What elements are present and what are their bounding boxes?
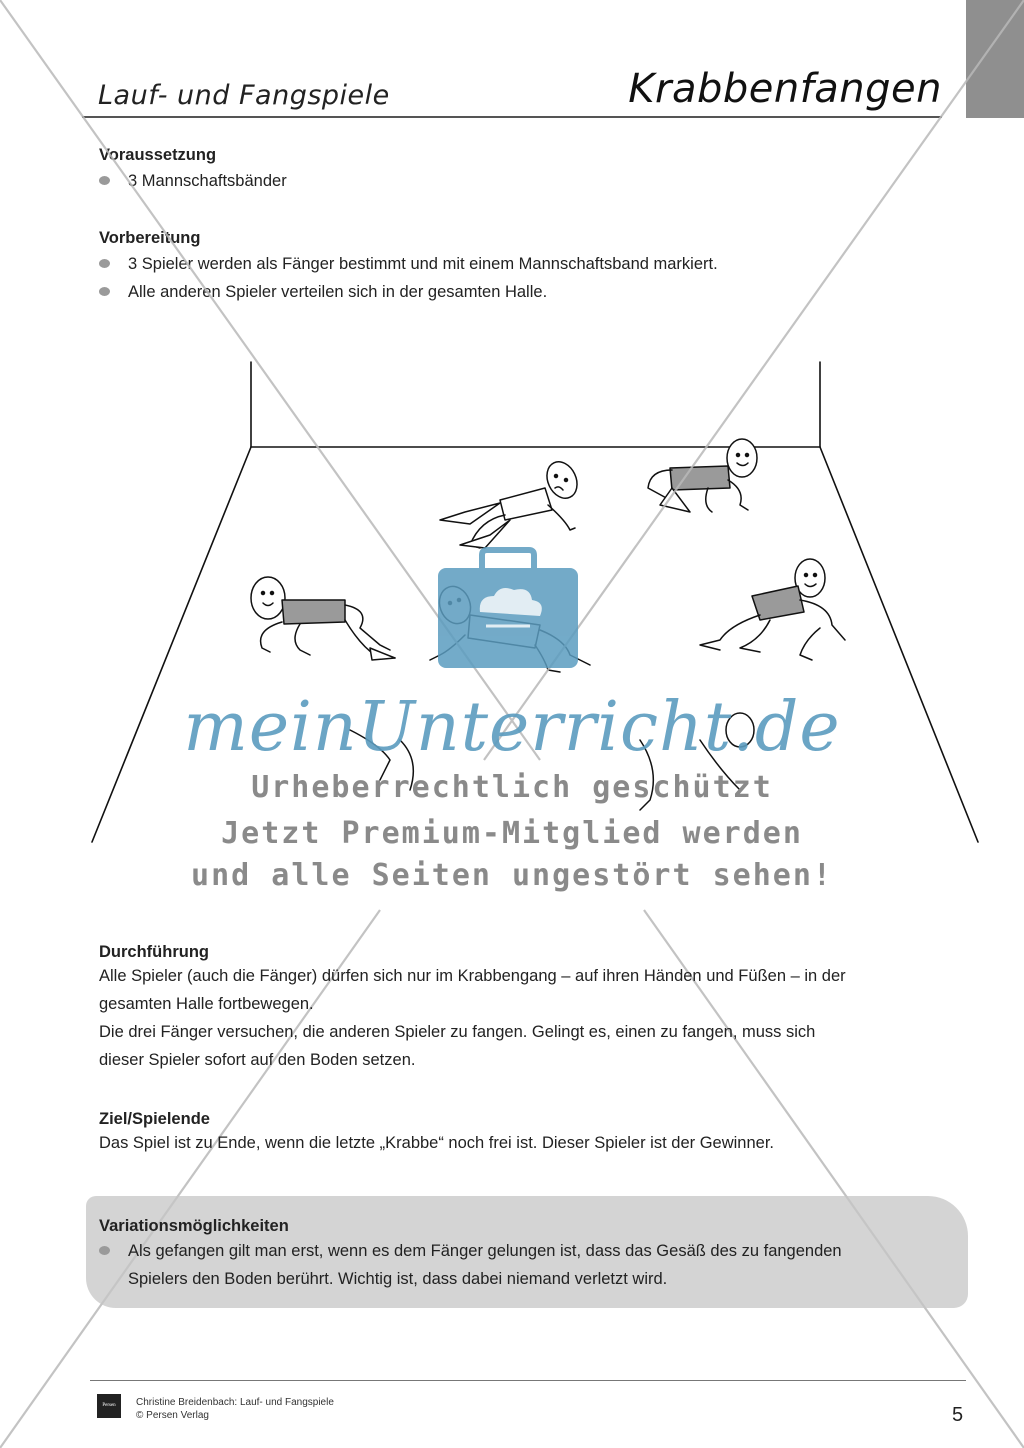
crab-player-figure — [251, 577, 395, 660]
watermark-premium-line: Jetzt Premium-Mitglied werden — [221, 816, 803, 851]
watermark-briefcase-icon — [438, 550, 578, 668]
paragraph-line: Die drei Fänger versuchen, die anderen Spieler zu fangen. Gelingt es, einen zu fangen, muss sich — [99, 1023, 816, 1041]
crab-player-figure — [440, 457, 583, 548]
footer-publisher-line: © Persen Verlag — [136, 1410, 209, 1421]
section-ziel — [99, 1110, 959, 1157]
publisher-logo: Persen — [97, 1394, 121, 1418]
watermark-copyright-line: Urheberrechtlich geschützt — [251, 770, 773, 805]
section-heading: Durchführung — [99, 943, 209, 961]
list-item — [99, 1237, 959, 1293]
footer-credit — [136, 1396, 334, 1422]
section-heading: Vorbereitung — [99, 229, 201, 247]
list-item-text: Alle anderen Spieler verteilen sich in der gesamten Halle. — [128, 283, 548, 301]
watermark-logo-text: meinUnterricht.de — [183, 688, 841, 767]
page-title: Krabbenfangen — [628, 66, 942, 112]
crab-player-figure — [648, 439, 757, 512]
footer-divider — [90, 1380, 966, 1381]
header-subject-title: Lauf- und Fangspiele — [98, 80, 390, 111]
section-heading: Variationsmöglichkeiten — [99, 1217, 289, 1235]
paragraph-line: gesamten Halle fortbewegen. — [99, 995, 314, 1013]
crab-player-figure — [700, 559, 845, 660]
list-item-text: Spielers den Boden berührt. Wichtig ist, dass dabei niemand verletzt wird. — [128, 1270, 668, 1288]
list-item-text: 3 Spieler werden als Fänger bestimmt und mit einem Mannschaftsband markiert. — [128, 255, 718, 273]
section-variationen — [99, 1217, 959, 1293]
list-item-text: 3 Mannschaftsbänder — [128, 172, 287, 190]
list-item-text: Als gefangen gilt man erst, wenn es dem Fänger gelungen ist, dass das Gesäß des zu fangenden — [128, 1242, 842, 1260]
paragraph-line: Alle Spieler (auch die Fänger) dürfen sich nur im Krabbengang – auf ihren Händen und Füßen – in der — [99, 967, 846, 985]
section-durchfuehrung — [99, 943, 959, 1074]
watermark-premium-line-2: und alle Seiten ungestört sehen! — [191, 858, 833, 893]
footer-author-line: Christine Breidenbach: Lauf- und Fangspiele — [136, 1397, 334, 1408]
paragraph-line: Das Spiel ist zu Ende, wenn die letzte „Krabbe“ noch frei ist. Dieser Spieler ist der Gewinner. — [99, 1134, 774, 1152]
section-heading: Ziel/Spielende — [99, 1110, 210, 1128]
page-number: 5 — [952, 1404, 964, 1426]
paragraph-line: dieser Spieler sofort auf den Boden setzen. — [99, 1051, 416, 1069]
section-heading: Voraussetzung — [99, 146, 217, 164]
bullet-icon — [99, 1246, 110, 1255]
